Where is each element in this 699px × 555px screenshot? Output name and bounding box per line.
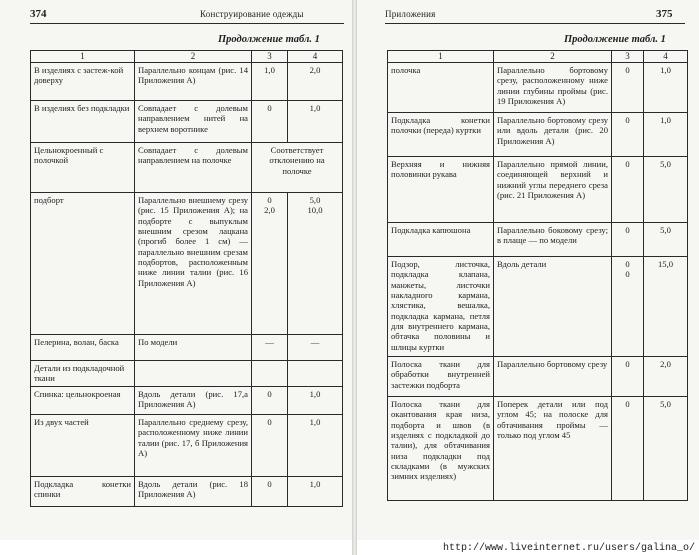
table-row (31, 63, 343, 101)
cell-min: 0 (612, 357, 644, 397)
cell-min: 0 (612, 113, 644, 157)
cell-max: 5,0 10,0 (288, 193, 343, 335)
cell-max: 1,0 (288, 415, 343, 477)
table-row (31, 143, 343, 193)
table-row (31, 415, 343, 477)
cell-direction: Вдоль детали (рис. 17,а Приложения А) (135, 387, 252, 415)
cell-detail: Спинка: цельнокроеная (31, 387, 135, 415)
cell-detail: Пелерина, волан, баска (31, 335, 135, 361)
cell-detail: В изделиях с застеж-кой доверху (31, 63, 135, 101)
table-header-row (388, 51, 688, 63)
cell-direction: Совпадает с долевым направлением нитей на верхнем воротнике (135, 101, 252, 143)
cell-direction: Параллельно внешнему срезу (рис. 15 Приложения А); на подборте с выпуклым внешним срезом лацкана (прогиб более 1 см) — параллельно внешним срезам подбортов, расположенным ниже линии талии (рис. 16 Приложения А) (135, 193, 252, 335)
cell-direction: Совпадает с долевым направлением на полочке (135, 143, 252, 193)
cell-detail: Подзор, листочка, подкладка клапана, манжеты, листочки накладного кармана, хлястика, вешалка, подкладка кармана, петля для внутреннего кармана, обтачка половины и шлицы куртки (388, 257, 494, 357)
table-header-row (31, 51, 343, 63)
cell-direction: Параллельно бортовому срезу, расположенному ниже линии глубины проймы (рис. 19 Приложения А) (494, 63, 612, 113)
table-row (388, 357, 688, 397)
table-row (388, 113, 688, 157)
table-row (388, 157, 688, 223)
table-row (31, 361, 343, 387)
cell-detail: Цельнокроенный с полочкой (31, 143, 135, 193)
cell-min: 0 2,0 (252, 193, 288, 335)
source-url: http://www.liveinternet.ru/users/galina_o/ (442, 543, 695, 554)
right-table (387, 50, 688, 501)
cell-min: 0 (612, 397, 644, 501)
cell-direction: Параллельно концам (рис. 14 Приложения А) (135, 63, 252, 101)
cell-max: 2,0 (288, 63, 343, 101)
column-header: 4 (644, 51, 688, 63)
table-row (388, 257, 688, 357)
cell-min: 0 (612, 223, 644, 257)
right-header-rule (385, 23, 685, 24)
cell-detail: Подкладка конетки спинки (31, 477, 135, 507)
cell-max: 1,0 (288, 101, 343, 143)
cell-direction: Параллельно боковому срезу; в плаще — по модели (494, 223, 612, 257)
cell-max: 5,0 (644, 397, 688, 501)
cell-max: 2,0 (644, 357, 688, 397)
cell-max: 5,0 (644, 157, 688, 223)
cell-min: 0 (612, 157, 644, 223)
cell-detail: Детали из подкладочной ткани (31, 361, 135, 387)
cell-detail: Полоска ткани для окантования края низа, подборта и швов (в изделиях с подкладкой до талии), для обтачивания низа подкладки под складками (в мужских зимних изделиях) (388, 397, 494, 501)
left-header-rule (30, 23, 344, 24)
cell-min: 0 (612, 63, 644, 113)
cell-min: 0 (252, 415, 288, 477)
cell-max: 1,0 (288, 477, 343, 507)
cell-direction: Вдоль детали (рис. 18 Приложения А) (135, 477, 252, 507)
right-page (357, 0, 699, 540)
cell-min: 0 (252, 477, 288, 507)
table-row (31, 335, 343, 361)
table-row (388, 63, 688, 113)
table-row (31, 193, 343, 335)
cell-max (288, 361, 343, 387)
left-page-number: 374 (30, 8, 47, 20)
column-header: 4 (288, 51, 343, 63)
cell-detail: полочка (388, 63, 494, 113)
cell-min: 1,0 (252, 63, 288, 101)
cell-max: — (288, 335, 343, 361)
cell-min (252, 361, 288, 387)
cell-detail: подборт (31, 193, 135, 335)
cell-min: 0 (252, 387, 288, 415)
cell-detail: Из двух частей (31, 415, 135, 477)
cell-direction: По модели (135, 335, 252, 361)
right-continuation-label: Продолжение табл. 1 (564, 34, 666, 45)
table-row (388, 397, 688, 501)
cell-detail: Верхняя и нижняя половинки рукава (388, 157, 494, 223)
cell-direction: Параллельно прямой линии, соединяющей верхний и нижний углы переднего среза (рис. 21 Приложения А) (494, 157, 612, 223)
cell-min: 0 0 (612, 257, 644, 357)
cell-max: 1,0 (288, 387, 343, 415)
cell-direction (135, 361, 252, 387)
right-running-head: Приложения (385, 9, 436, 19)
cell-direction: Параллельно бортовому срезу или вдоль детали (рис. 20 Приложения А) (494, 113, 612, 157)
cell-direction: Параллельно бортовому срезу (494, 357, 612, 397)
left-running-head: Конструирование одежды (200, 9, 304, 19)
cell-detail: Подкладка конетки полочки (переда) куртки (388, 113, 494, 157)
table-row (388, 223, 688, 257)
column-header: 1 (388, 51, 494, 63)
column-header: 3 (252, 51, 288, 63)
cell-max: 1,0 (644, 63, 688, 113)
right-page-number: 375 (656, 8, 673, 20)
cell-detail: Подкладка капюшона (388, 223, 494, 257)
column-header: 2 (494, 51, 612, 63)
cell-min: 0 (252, 101, 288, 143)
cell-max: 5,0 (644, 223, 688, 257)
table-row (31, 101, 343, 143)
cell-direction: Параллельно среднему срезу, расположенному ниже линии талии (рис. 17, б Приложения А) (135, 415, 252, 477)
cell-direction: Поперек детали или под углом 45; на полоске для обтачивания проймы — только под углом 45 (494, 397, 612, 501)
cell-direction: Вдоль детали (494, 257, 612, 357)
column-header: 3 (612, 51, 644, 63)
column-header: 2 (135, 51, 252, 63)
left-table (30, 50, 343, 507)
cell-min: — (252, 335, 288, 361)
left-page (0, 0, 352, 540)
cell-max: 1,0 (644, 113, 688, 157)
left-continuation-label: Продолжение табл. 1 (218, 34, 320, 45)
column-header: 1 (31, 51, 135, 63)
table-row (31, 387, 343, 415)
cell-max: 15,0 (644, 257, 688, 357)
cell-detail: Полоска ткани для обработки внутренней застежки подборта (388, 357, 494, 397)
table-row (31, 477, 343, 507)
cell-merged-deviation: Соответствует отклонению на полочке (252, 143, 343, 193)
cell-detail: В изделиях без подкладки (31, 101, 135, 143)
